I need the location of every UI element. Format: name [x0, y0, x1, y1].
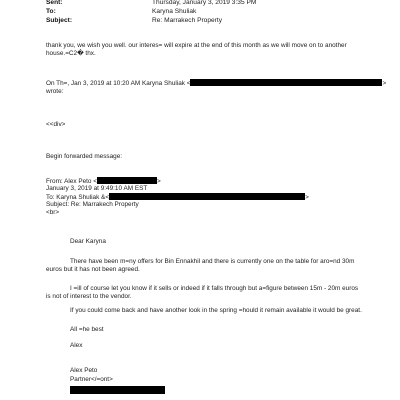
fwd-date-line: January 3, 2019 at 9:49:10 AM EST: [46, 185, 148, 192]
para-1-line-2: euros but it has not been agreed.: [46, 266, 140, 273]
para-2-line-2: is not of interest to the vendor.: [46, 293, 132, 300]
fwd-subject-line: Subject: Re: Marrakech Property: [46, 201, 139, 208]
redaction-bar: [97, 177, 157, 184]
redaction-bar: [70, 386, 165, 394]
signature-name: Alex Peto: [70, 367, 98, 374]
sent-value: Thursday, January 3, 2019 3:35 PM: [152, 0, 257, 6]
sent-label: Sent:: [46, 0, 63, 6]
para-2-line-1: I =ill of course let you know if it sells or indeed if it falls through but a=figure between 15m - 20m euros: [70, 285, 359, 292]
fwd-from-close: >: [156, 178, 161, 185]
div-tag-text: <<div>: [46, 121, 66, 128]
sign-name: Alex: [70, 342, 83, 349]
fwd-to-close: >: [305, 194, 309, 201]
fwd-to-text: To: Karyna Shuliak &<: [46, 194, 110, 201]
subject-value: Re: Marrakech Property: [152, 17, 222, 24]
subject-label: Subject:: [46, 17, 73, 24]
greeting: Dear Karyna: [70, 238, 106, 245]
para-3: If you could come back and have another look in the spring =hould it remain available it would be great.: [70, 307, 362, 314]
quote-intro-line-1: [46, 79, 386, 88]
redaction-bar: [109, 193, 305, 200]
para-1-line-1: There have been m=ny offers for Bin Ennakhil and there is currently one on the table for aro=nd 30m: [70, 258, 355, 265]
quote-intro-text: On Th=, Jan 3, 2019 at 10:20 AM Karyna Shuliak <: [46, 80, 191, 87]
begin-forwarded-text: Begin forwarded message:: [46, 153, 123, 160]
quote-intro-line-2: wrote:: [46, 88, 64, 95]
to-value: Karyna Shuliak: [152, 8, 197, 15]
to-label: To:: [46, 8, 56, 15]
reply-line-1: thank you, we wish you well. our interes= will expire at the end of this month as we will move on to another: [46, 42, 347, 49]
fwd-from-text: From: Alex Peto <: [46, 178, 97, 185]
reply-line-2: house.=C2� thx.: [46, 50, 96, 57]
redaction-bar: [190, 79, 382, 86]
quote-intro-close: >: [382, 80, 387, 87]
closing: All =he best: [70, 326, 104, 333]
br-tag-text: <br>: [46, 209, 60, 216]
signature-title: Partner</=ont>: [70, 376, 113, 383]
